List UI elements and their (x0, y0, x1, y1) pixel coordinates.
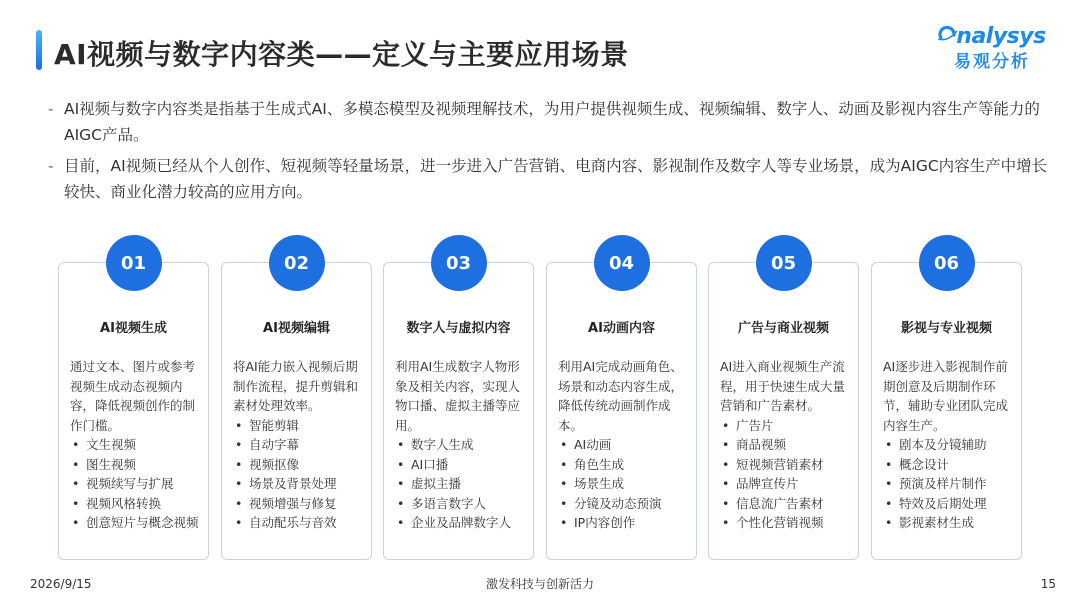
card-item-list (558, 435, 688, 533)
card-list-item: • 视频续写与扩展 (70, 474, 200, 494)
title-accent-bar (36, 30, 42, 70)
card-list-item: • 场景生成 (558, 474, 688, 494)
card-number-badge: 02 (269, 235, 325, 291)
card-list-item: • 预演及样片制作 (883, 474, 1013, 494)
card-list-item: • 信息流广告素材 (720, 494, 850, 514)
bullet-dash: - (48, 157, 54, 175)
card-number-badge: 03 (431, 235, 487, 291)
card-number-badge: 05 (756, 235, 812, 291)
card-list-item: • AI口播 (395, 455, 525, 475)
card-list-item: • 视频风格转换 (70, 494, 200, 514)
card-description: AI进入商业视频生产流程，用于快速生成大量营销和广告素材。 (720, 359, 846, 413)
card-title: AI视频编辑 (263, 321, 330, 336)
scenario-card-04 (546, 252, 697, 560)
card-body (395, 357, 525, 533)
scenario-card-01 (58, 252, 209, 560)
logo-text-en (936, 24, 1048, 49)
scenario-card-05 (708, 252, 859, 560)
scenario-card-03 (383, 252, 534, 560)
scenario-card-02 (221, 252, 372, 560)
card-list-item: • 影视素材生成 (883, 513, 1013, 533)
card-list-item: • 分镜及动态预演 (558, 494, 688, 514)
card-body (558, 357, 688, 533)
card-list-item: • 数字人生成 (395, 435, 525, 455)
card-body (233, 357, 363, 533)
card-list-item: • 视频增强与修复 (233, 494, 363, 514)
card-number-badge: 04 (594, 235, 650, 291)
card-list-item: • 品牌宣传片 (720, 474, 850, 494)
card-title: AI动画内容 (588, 321, 655, 336)
card-list-item: • 剧本及分镜辅助 (883, 435, 1013, 455)
card-list-item: • 创意短片与概念视频 (70, 513, 200, 533)
intro-bullet (48, 153, 1048, 205)
card-description: AI逐步进入影视制作前期创意及后期制作环节，辅助专业团队完成内容生产。 (883, 359, 1009, 433)
card-list-item: • 虚拟主播 (395, 474, 525, 494)
card-title: 数字人与虚拟内容 (406, 321, 511, 336)
footer-slogan: 激发科技与创新活力 (485, 577, 594, 591)
card-list-item: • 广告片 (720, 416, 850, 436)
card-description: 利用AI生成数字人物形象及相关内容，实现人物口播、虚拟主播等应用。 (395, 359, 521, 433)
card-list-item: • 自动配乐与音效 (233, 513, 363, 533)
card-body (720, 357, 850, 533)
card-list-item: • 文生视频 (70, 435, 200, 455)
card-description: 通过文本、图片或参考视频生成动态视频内容，降低视频创作的制作门槛。 (70, 359, 196, 433)
card-list-item: • 概念设计 (883, 455, 1013, 475)
card-list-item: • 智能剪辑 (233, 416, 363, 436)
card-item-list (395, 435, 525, 533)
page-number: 15 (1040, 577, 1056, 591)
card-list-item: • 图生视频 (70, 455, 200, 475)
card-title: 广告与商业视频 (737, 321, 829, 336)
scenario-cards (58, 234, 1022, 560)
card-list-item: • 视频抠像 (233, 455, 363, 475)
logo-text-cn: 易观分析 (954, 52, 1030, 72)
card-item-list (233, 416, 363, 533)
card-list-item: • 场景及背景处理 (233, 474, 363, 494)
scenario-card-06 (871, 252, 1022, 560)
card-title: AI视频生成 (100, 321, 167, 336)
card-list-item: • 商品视频 (720, 435, 850, 455)
card-item-list (70, 435, 200, 533)
page-title: AI视频与数字内容类——定义与主要应用场景 (54, 38, 629, 71)
card-list-item: • 自动字幕 (233, 435, 363, 455)
card-list-item: • 短视频营销素材 (720, 455, 850, 475)
card-number-badge: 06 (919, 235, 975, 291)
intro-bullets (48, 96, 1048, 210)
card-description: 利用AI完成动画角色、场景和动态内容生成，降低传统动画制作成本。 (558, 359, 684, 433)
card-title: 影视与专业视频 (900, 321, 992, 336)
card-list-item: • AI动画 (558, 435, 688, 455)
card-list-item: • 企业及品牌数字人 (395, 513, 525, 533)
card-body (70, 357, 200, 533)
card-list-item: • IP内容创作 (558, 513, 688, 533)
footer-date: 2026/9/15 (30, 577, 92, 591)
card-item-list (720, 416, 850, 533)
card-list-item: • 多语言数字人 (395, 494, 525, 514)
brand-logo (936, 24, 1048, 72)
card-body (883, 357, 1013, 533)
intro-bullet (48, 96, 1048, 148)
card-number-badge: 01 (106, 235, 162, 291)
card-list-item: • 个性化营销视频 (720, 513, 850, 533)
card-description: 将AI能力嵌入视频后期制作流程，提升剪辑和素材处理效率。 (233, 359, 359, 413)
bullet-text: 目前，AI视频已经从个人创作、短视频等轻量场景，进一步进入广告营销、电商内容、影视制作及数字人等专业场景，成为AIGC内容生产中增长较快、商业化潜力较高的应用方向。 (64, 157, 1048, 201)
card-list-item: • 角色生成 (558, 455, 688, 475)
logo-wordmark: nalysys (956, 24, 1046, 49)
bullet-dash: - (48, 100, 54, 118)
bullet-text: AI视频与数字内容类是指基于生成式AI、多模态模型及视频理解技术，为用户提供视频生成、视频编辑、数字人、动画及影视内容生产等能力的AIGC产品。 (64, 100, 1040, 144)
card-list-item: • 特效及后期处理 (883, 494, 1013, 514)
card-item-list (883, 435, 1013, 533)
